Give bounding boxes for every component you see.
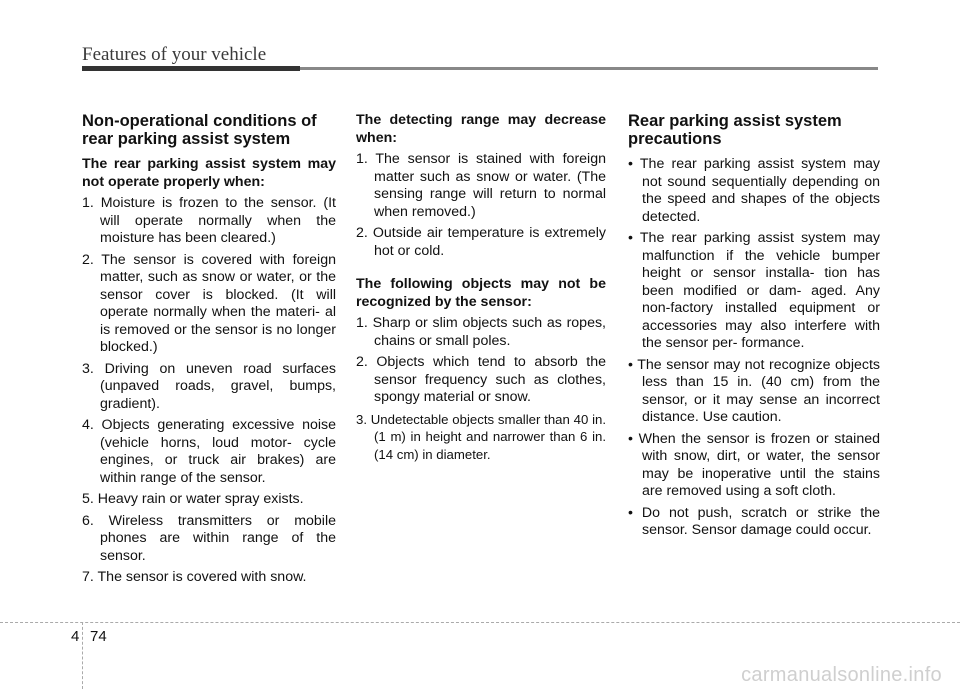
watermark-text: carmanualsonline.info [741,664,942,686]
condition-list [82,195,336,587]
list-item: 2. Outside air temperature is extremely hot or cold. [356,225,606,259]
column-right [628,112,880,544]
footer-rule [0,622,960,623]
objects-list [356,315,606,463]
chapter-number: 4 [71,628,80,645]
lead-text: The rear parking assist system may not operate properly when: [82,156,336,190]
page-number: 74 [90,628,107,645]
list-item: 2. Objects which tend to absorb the sensor frequency such as clothes, spongy material or snow. [356,354,606,405]
list-item: 7. The sensor is covered with snow. [82,569,307,585]
lead-text-objects: The following objects may not be recognized by the sensor: [356,276,606,310]
section-heading-non-operational: Non-operational conditions of rear parking assist system [82,112,317,148]
list-item: 2. The sensor is covered with foreign matter, such as snow or water, or the sensor cover is blocked. (It will operate normally when the materi- al is removed or the sensor is no longer blocked.) [82,251,336,355]
list-item: 3. Driving on uneven road surfaces (unpaved roads, gravel, bumps, gradient). [82,360,336,412]
list-item: 4. Objects generating excessive noise (vehicle horns, loud motor- cycle engines, or truck air brakes) are within range of the sensor. [82,417,336,486]
list-item: • The sensor may not recognize objects less than 15 in. (40 cm) from the sensor, or it may sense an incorrect distance. Use caution. [628,356,880,425]
footer-divider [82,622,83,689]
header-rule-light [300,67,878,70]
list-item: 1. The sensor is stained with foreign matter such as snow or water. (The sensing range will return to normal when removed.) [356,151,606,220]
list-item: 1. Moisture is frozen to the sensor. (It will operate normally when the moisture has been cleared.) [82,195,336,246]
range-list [356,151,606,260]
page-header-title: Features of your vehicle [82,44,267,65]
section-heading-precautions: Rear parking assist system precautions [628,112,842,148]
column-left [82,112,336,591]
header-rule-dark [82,66,300,71]
list-item: • The rear parking assist system may malfunction if the vehicle bumper height or sensor installa- tion has been modified or dam- aged. Any non-factory installed equipment or accessories may also interfere with the sensor per- formance. [628,230,880,351]
lead-text-range: The detecting range may decrease when: [356,112,606,146]
list-item: 5. Heavy rain or water spray exists. [82,491,304,507]
list-item: 3. Undetectable objects smaller than 40 in. (1 m) in height and narrower than 6 in. (14 cm) in diameter. [356,411,606,462]
list-item: 1. Sharp or slim objects such as ropes, chains or small poles. [356,315,606,349]
list-item: • Do not push, scratch or strike the sensor. Sensor damage could occur. [628,504,880,538]
precautions-list [628,156,880,540]
list-item: • The rear parking assist system may not sound sequentially depending on the speed and shapes of the objects detected. [628,156,880,225]
list-item: • When the sensor is frozen or stained with snow, dirt, or water, the sensor may be inoperative until the stains are removed using a soft cloth. [628,430,880,499]
list-item: 6. Wireless transmitters or mobile phones are within range of the sensor. [82,512,336,564]
column-middle [356,112,606,467]
